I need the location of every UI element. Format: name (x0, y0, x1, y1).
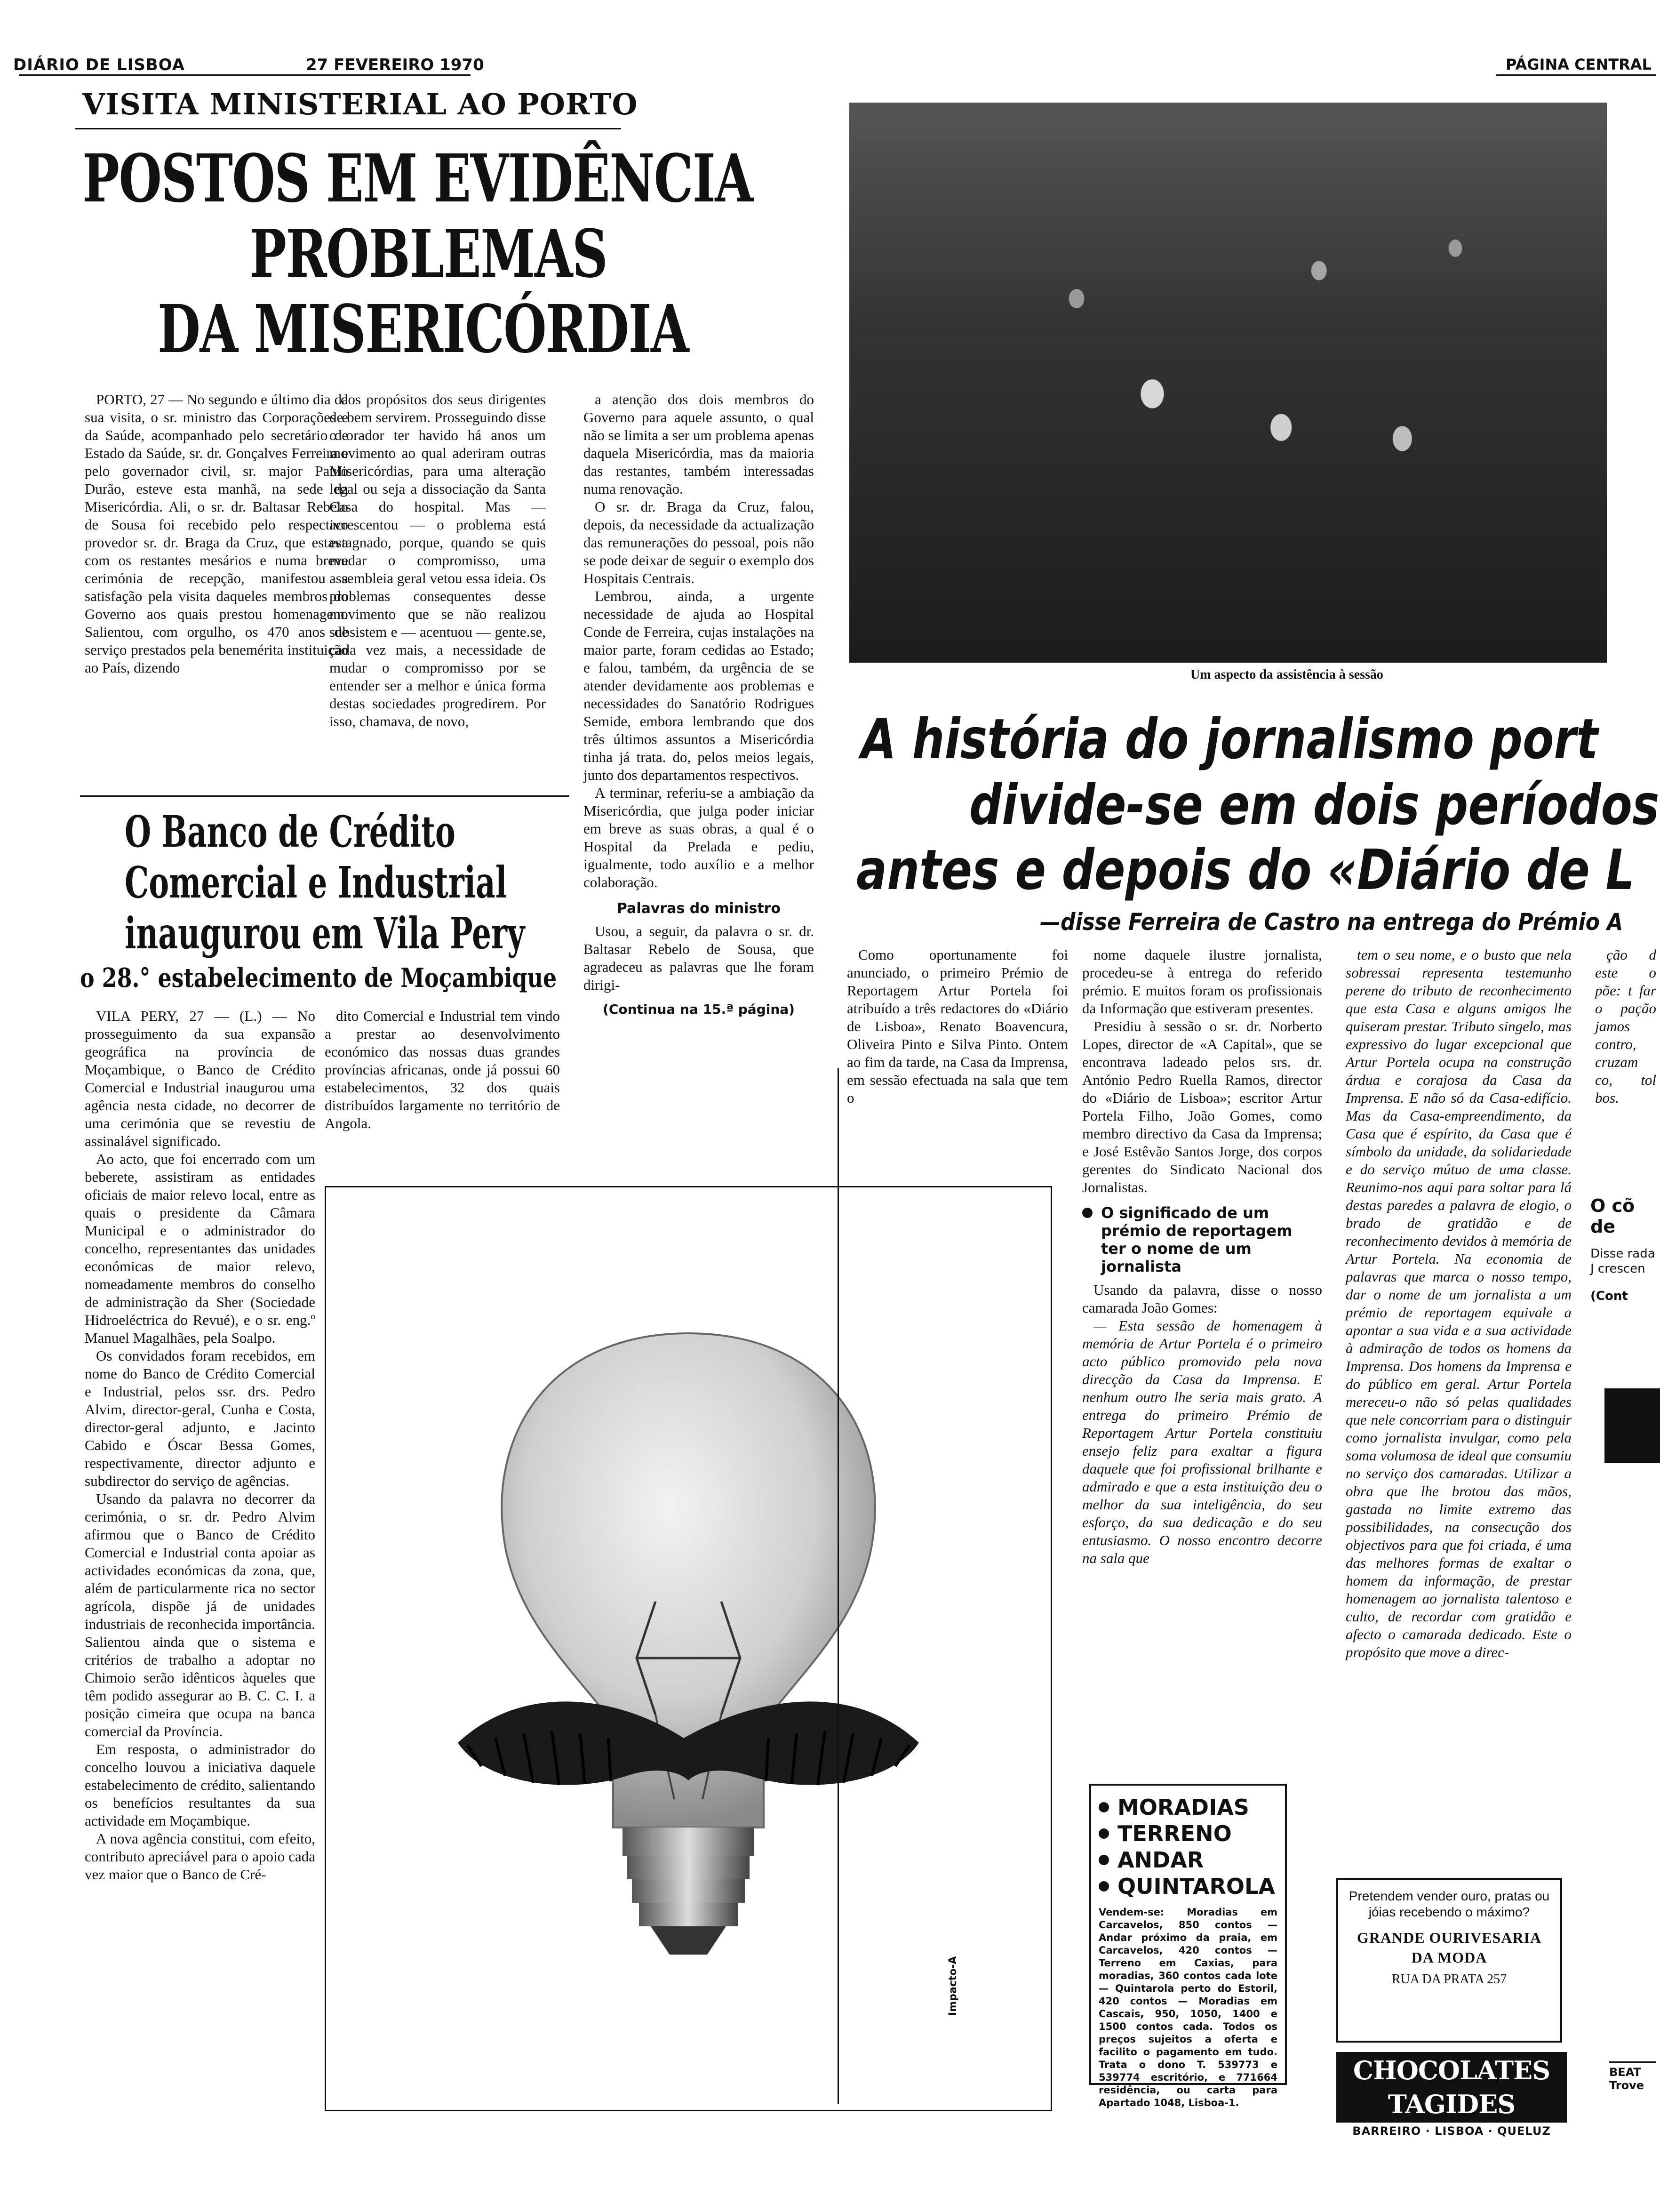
article2-col1 (85, 1007, 315, 2156)
ad-jewelry-name: GRANDE OURIVESARIA DA MODA (1357, 1929, 1542, 1966)
article1-title-line2: PROBLEMAS (249, 216, 607, 293)
article1-subhead: Palavras do ministro (616, 900, 781, 917)
lightbulb-illustration (325, 1186, 1052, 2111)
ad-realestate-body: Vendem-se: Moradias em Carcavelos, 850 contos — Andar próximo da praia, em Carcavelos, 420 contos — Terreno em Caxias, para moradias, 360 contos cada lote — Quintarola perto do Estoril, 420 contos — Moradias em Cascais, 950, 1050, 1400 e 1500 contos cada. Todos os preços sujeitos a oferta e facilito o pagamento em tudo. Trata o dono T. 539773 e 539774 escritório, e 771664 residência, ou carta para Apartado 1048, Lisboa-1. (1099, 1907, 1277, 2108)
article2-subtitle: o 28.° estabelecimento de Moçambique (80, 962, 557, 994)
ad-chocolates-places: BARREIRO · LISBOA · QUELUZ (1352, 2124, 1551, 2138)
article3-subhead-text: O significado de um prémio de reportagem ter o nome de um jornalista (1101, 1204, 1293, 1275)
bullet-dot-icon (1099, 1855, 1109, 1865)
article3-col2b-text: Presidiu à sessão o sr. dr. Norberto Lopes, director de «A Capital», que se encontrava ladeado pelos srs. dr. António Pedro Ruella Ramos, director do «Diário de Lisboa»; escritor Artur Portela Filho, João Gomes, como membro directivo da Casa da Imprensa; e José Estêvão Santos Jorge, dos corpos gerentes do Sindicato Nacional dos Jornalistas. (1082, 1018, 1322, 1195)
article1-col3b-text: O sr. dr. Braga da Cruz, falou, depois, da necessidade da actualização das remunerações do pessoal, pois não se pode deixar de seguir o exemplo dos Hospitais Centrais. (583, 498, 814, 586)
article3-col1-text: Como oportunamente foi anunciado, o primeiro Prémio de Reportagem Artur Portela foi atribuído a três redactores do «Diário de Lisboa», Renato Boavencura, Oliveira Pinto e Silva Pinto. Ontem ao fim da tarde, na Casa da Imprensa, em sessão efectuada na sala que tem o (847, 946, 1068, 1106)
article3-col2c-text: Usando da palavra, disse o nosso camarada João Gomes: (1082, 1282, 1322, 1316)
masthead-rule (19, 74, 471, 76)
edge-box2-body: Disse rada J crescen (1590, 1247, 1655, 1276)
article1-col2-text: dos propósitos dos seus dirigentes de bem servirem. Prosseguindo disse o orador ter havido há anos um movimento ao qual aderiram outras Misericórdias, para uma alteração legal ou seja a dissociação da Santa Casa do hospital. Mas — acrescentou — o problema está estagnado, porque, quando se quis mudar o compromisso, uma assembleia geral vetou essa ideia. Os problemas consequentes desse movimento que se não realizou subsistem e — acentuou — gente.se, cada vez mais, a necessidade de mudar o compromisso por se entender ser a melhor e única forma destas sociedades progredirem. Por isso, chamava, de novo, (329, 391, 546, 729)
ad-realestate-item-text: TERRENO (1117, 1821, 1232, 1846)
ad-realestate-item (1099, 1847, 1277, 1873)
edge-box2-title: O cõ de (1590, 1195, 1635, 1237)
article2-col1d-text: Usando da palavra no decorrer da cerimónia, o sr. dr. Pedro Alvim afirmou que o Banco de Crédito Comercial e Industrial conta apoiar as actividades económicas da zona, que, além de particularmente rica no sector agrícola, dispõe já de unidades industriais de reconhecida importância. Salientou ainda que o sistema e critérios de trabalho a adoptar no Chimoio serão idênticos àqueles que têm podido assegurar ao B. C. C. I. a posição cimeira que ocupa na banca comercial da Província. (85, 1491, 315, 1739)
ad-chocolates (1336, 2052, 1567, 2138)
article3-col4-text: ção d este o põe: t far o pação jamos contro, cruzam co, tol bos. (1595, 946, 1656, 1106)
article3-col1 (847, 946, 1068, 1106)
bullet-dot-icon (1099, 1802, 1109, 1812)
audience-photo (849, 103, 1607, 663)
article1-title-line1: POSTOS EM EVIDÊNCIA (82, 140, 753, 217)
ad-chocolates-name: CHOCOLATES TAGIDES (1336, 2052, 1567, 2123)
article2-col2-text: dito Comercial e Industrial tem vindo a prestar ao desenvolvimento económico das nossas duas grandes províncias africanas, onde já possui 60 estabelecimentos, 32 dos quais distribuídos largamente no território de Angola. (325, 1008, 560, 1131)
article1-continued: (Continua na 15.ª página) (603, 1002, 795, 1017)
kicker-underline (75, 128, 621, 129)
article2-col2 (325, 1007, 560, 1195)
article1-col3c-text: Lembrou, ainda, a urgente necessidade de ajuda ao Hospital Conde de Ferreira, cujas instalações na maior parte, foram cedidas ao Estado; e falou, também, da urgência de se atender devidamente aos problemas e necessidades do Sanatório Rodrigues Semide, embora lembrando que dos três últimos assuntos a Misericórdia tinha já trata. do, pelos meios legais, junto dos departamentos respectivos. (583, 588, 814, 783)
ad-jewelry-intro: Pretendem vender ouro, pratas ou jóias recebendo o máximo? (1349, 1889, 1550, 1919)
article1-col3d-text: A terminar, referiu-se a ambiação da Misericórdia, que julga poder iniciar em breve as suas obras, a qual é o Hospital da Prelada e pediu, igualmente, todo auxílio e a melhor colaboração. (583, 785, 814, 890)
article1-kicker: VISITA MINISTERIAL AO PORTO (82, 87, 638, 121)
article3-col2-text: nome daquele ilustre jornalista, procedeu-se à entrega do referido prémio. E muitos foram os profissionais da Informação que estiveram presentes. (1082, 946, 1322, 1017)
ad-realestate-item (1099, 1873, 1277, 1899)
article2-title-line3: inaugurou em Vila Pery (125, 908, 525, 959)
article3-col3-text: tem o seu nome, e o busto que nela sobressai representa testemunho perene do tributo de reconhecimento que esta Casa e alguns amigos lhe quiseram prestar. Tributo singelo, mas expressivo do lugar excepcional que Artur Portela ocupa na construção árdua e corajosa da Casa da Imprensa. E não só da Casa-edifício. Mas da Casa-empreendimento, da Casa que é espírito, da Casa que é símbolo da unidade, da solidariedade e do serviço mútuo de uma classe. Reunimo-nos aqui para soltar para lá destas paredes a palavra de elogio, o brado de gratidão e de reconhecimento devidos à memória de Artur Portela. Na economia de palavras que marca o nosso tempo, dar o nome de um jornalista a um prémio de reportagem equivale a apontar a sua vida e a sua actividade à admiração de todos os homens da Imprensa. Dos homens da Imprensa e do público em geral. Artur Portela mereceu-o não só pelas qualidades que nele concorriam para o distinguir como jornalista invulgar, como pela soma volumosa de ideal que consumiu no serviço dos camaradas. Utilizar a obra que lhe brotou das mãos, gastada no limite extremo das possibilidades, na consecução dos objectivos para que foi criada, é uma das melhores formas de exaltar o homem da informação, de prestar homenagem ao jornalista talentoso e culto, de recordar com gratidão e afecto o camarada dedicado. Este o propósito que move a direc- (1346, 946, 1572, 1660)
article2-col1-text: VILA PERY, 27 — (L.) — No prosseguimento da sua expansão geográfica na província de Moçambique, o Banco de Crédito Comercial e Industrial inaugurou uma agência nesta cidade, no decorrer de uma cerimónia que se revestiu de assinalável significado. (85, 1008, 315, 1149)
divider-left-h (80, 795, 569, 797)
masthead-rule-right (1496, 74, 1656, 76)
photo-caption: Um aspecto da assistência à sessão (1190, 667, 1383, 682)
bullet-dot-icon (1082, 1208, 1093, 1218)
article3-title-line3: antes e depois do «Diário de L (856, 837, 1635, 902)
article3-title-line2: divide-se em dois períodos (969, 772, 1660, 837)
ad-jewelry-address: RUA DA PRATA 257 (1391, 1972, 1507, 1987)
masthead-paper: DIÁRIO DE LISBOA (13, 56, 185, 74)
article3-col4 (1595, 946, 1656, 1191)
divider-vertical-center (838, 1068, 839, 2104)
edge-logo-box (1604, 1388, 1660, 1463)
article1-col1-text: PORTO, 27 — No segundo e último dia da sua visita, o sr. ministro das Corporações e da Saúde, acompanhado pelo secretário de Estado da Saúde, sr. dr. Gonçalves Ferreira e pelo governador civil, sr. major Paulo Durão, esteve esta manhã, na sede da Misericórdia. Ali, o sr. dr. Baltasar Rebelo de Sousa foi recebido pelo respectivo provedor sr. dr. Braga da Cruz, que estava com os restantes mesários e numa breve cerimónia de recepção, manifestou a satisfação pela visita daqueles membros do Governo aos quais prestou homenagem. Salientou, com orgulho, os 470 anos de serviço prestados pela benemérita instituição ao País, dizendo (85, 391, 348, 676)
article2-col1f-text: A nova agência constitui, com efeito, contributo apreciável para o apoio cada vez maior que o Banco de Cré- (85, 1830, 315, 1883)
article2-title-line1: O Banco de Crédito (125, 806, 455, 857)
lightbulb-moustache-icon (326, 1187, 1051, 2110)
illustration-credit: Impacto-A (947, 1956, 959, 2016)
ad-jewelry (1336, 1878, 1562, 2043)
article1-col1 (85, 391, 348, 842)
edge-cont: (Cont (1590, 1289, 1628, 1303)
article3-title-line1: A história do jornalismo port (861, 706, 1598, 771)
article2-col1c-text: Os convidados foram recebidos, em nome do Banco de Crédito Comercial e Industrial, pelos ssr. drs. Pedro Alvim, director-geral, Cunha e Costa, director-geral adjunto, e Jacinto Cabido e Óscar Bessa Gomes, respectivamente, director adjunto e subdirector do serviço de agências. (85, 1347, 315, 1489)
article1-col2 (329, 391, 546, 842)
masthead-section: PÁGINA CENTRAL (1506, 56, 1652, 73)
article1-title-line3: DA MISERICÓRDIA (158, 291, 689, 368)
article1-col3 (583, 391, 814, 1167)
article1-col3e-text: Usou, a seguir, da palavra o sr. dr. Baltasar Rebelo de Sousa, que agradeceu as palavras que lhe foram dirigi- (583, 923, 814, 993)
ad-realestate-item (1099, 1820, 1277, 1847)
article2-col1e-text: Em resposta, o administrador do concelho louvou a iniciativa daquele estabelecimento de crédito, salientando os benefícios resultantes da sua actividade em Moçambique. (85, 1741, 315, 1829)
article3-byline: —disse Ferreira de Castro na entrega do Prémio A (1040, 908, 1623, 936)
article2-col1b-text: Ao acto, que foi encerrado com um beberete, assistiram as entidades oficiais de maior relevo local, entre as quais o presidente da Câmara Municipal e o administrador do concelho, representantes das unidades económicas de maior relevo, nomeadamente membros do conselho de administração da Sher (Sociedade Hidroeléctrica do Revué), e o sr. eng.º Manuel Magalhães, pela Soalpo. (85, 1151, 315, 1346)
ad-realestate-item-text: QUINTAROLA (1117, 1874, 1275, 1899)
bullet-dot-icon (1099, 1828, 1109, 1839)
article1-col3-text: a atenção dos dois membros do Governo para aquele assunto, o qual não se limita a ser um problema apenas daquela Misericórdia, mas da maioria das restantes, também interessadas numa renovação. (583, 391, 814, 497)
ad-realestate (1089, 1784, 1287, 2108)
masthead-date: 27 FEVEREIRO 1970 (306, 56, 484, 74)
edge-box-beat: BEAT Trove (1609, 2061, 1656, 2092)
article2-title-line2: Comercial e Industrial (125, 857, 507, 908)
edge-box2 (1590, 1195, 1656, 1306)
ad-realestate-item (1099, 1794, 1277, 1820)
article3-subhead (1082, 1204, 1322, 1275)
ad-realestate-item-text: MORADIAS (1117, 1795, 1249, 1820)
article3-col2 (1082, 946, 1322, 1784)
article3-col3 (1346, 946, 1572, 1835)
article3-col2d-text: — Esta sessão de homenagem à memória de Artur Portela é o primeiro acto público promovido pela nova direcção da Casa da Imprensa. E nenhum outro lhe seria mais grato. A entrega do primeiro Prémio de Reportagem Artur Portela constituiu ensejo feliz para exaltar a figura daquele que foi profissional brilhante e admirado e que a esta instituição deu o melhor da sua inteligência, do seu esforço, da sua dedicação e do seu entusiasmo. O nosso encontro decorre na sala que (1082, 1317, 1322, 1566)
ad-realestate-item-text: ANDAR (1117, 1847, 1204, 1873)
bullet-dot-icon (1099, 1881, 1109, 1891)
